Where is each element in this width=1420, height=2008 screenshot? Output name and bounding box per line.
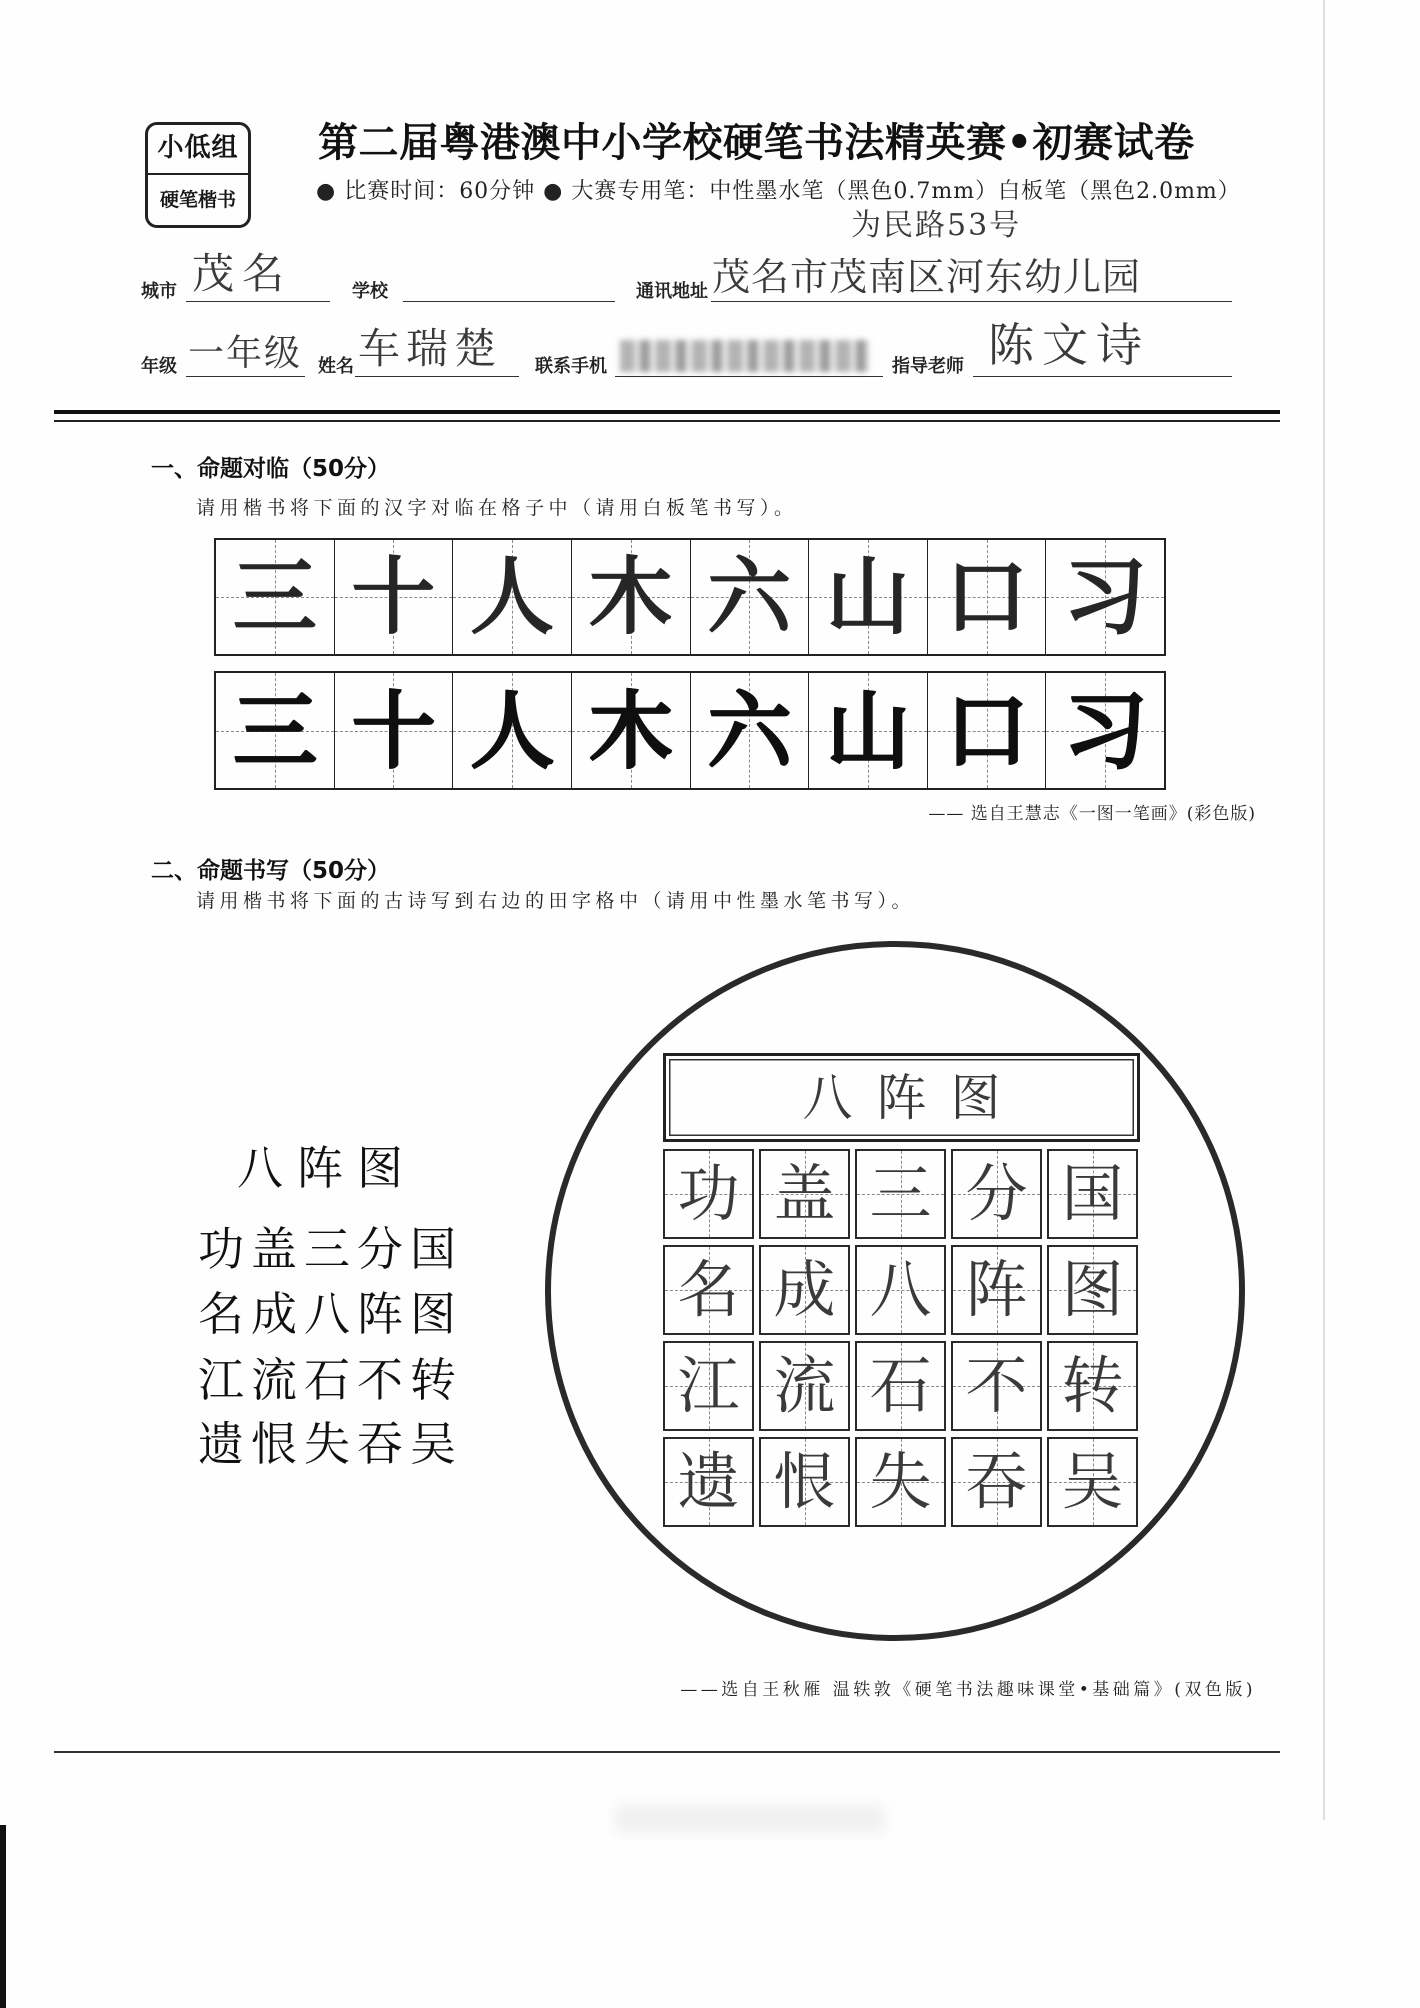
model-char-cell (216, 540, 334, 654)
poem-line: 功盖三分国 (198, 1222, 463, 1276)
written-char: 分 (965, 1157, 1028, 1230)
section1-instruction: 请用楷书将下面的汉字对临在格子中（请用白板笔书写）。 (196, 497, 798, 519)
written-char: 吞 (965, 1445, 1028, 1518)
grid-cell (855, 1437, 946, 1527)
grid-cell (1047, 1245, 1138, 1335)
grid-cell (759, 1437, 850, 1527)
badge-group-label: 小低组 (148, 125, 248, 175)
address-value: 茂名市茂南区河东幼儿园 (712, 255, 1142, 299)
written-char: 恨 (773, 1445, 836, 1518)
badge-style-label: 硬笔楷书 (159, 189, 236, 211)
grid-row (663, 1341, 1138, 1431)
model-character-row (214, 538, 1166, 656)
poem-line: 名成八阵图 (198, 1287, 463, 1341)
model-char-cell (1045, 540, 1164, 654)
written-poem-grid (663, 1149, 1138, 1527)
written-char: 口 (944, 680, 1029, 780)
grade-label: 年级 (141, 356, 177, 377)
written-char: 十 (351, 680, 436, 780)
address-underline (711, 301, 1232, 302)
poem-line: 遗恨失吞吴 (198, 1417, 463, 1471)
section2-source-credit: ——选自王秋雁 温轶敦《硬笔书法趣味课堂•基础篇》(双色版) (680, 1680, 1256, 1700)
page-title: 第二届粤港澳中小学校硬笔书法精英赛•初赛试卷 (318, 120, 1195, 166)
phone-label: 联系手机 (535, 356, 607, 377)
model-char: 习 (1063, 547, 1148, 646)
model-char: 人 (470, 547, 555, 646)
written-char: 山 (825, 680, 910, 780)
written-char: 人 (470, 680, 555, 780)
grid-cell (663, 1437, 754, 1527)
scan-edge-shadow (1323, 0, 1325, 1820)
written-char: 三 (869, 1157, 932, 1230)
written-title-box (663, 1053, 1140, 1142)
teacher-label: 指导老师 (892, 356, 964, 377)
written-char-cell (690, 673, 809, 788)
grade-value: 一年级 (188, 333, 303, 374)
grid-cell (855, 1245, 946, 1335)
written-char: 石 (869, 1349, 932, 1422)
section1-source-credit: —— 选自王慧志《一图一笔画》(彩色版) (928, 804, 1256, 824)
address-extra-value: 为民路53号 (851, 208, 1022, 243)
written-char: 遗 (677, 1445, 740, 1518)
header-divider-thick (54, 410, 1280, 414)
model-char: 山 (825, 547, 910, 646)
group-badge (145, 122, 251, 228)
grid-row (663, 1437, 1138, 1527)
written-char: 阵 (965, 1253, 1028, 1326)
written-char: 流 (773, 1349, 836, 1422)
grid-row (663, 1149, 1138, 1239)
written-character-row (214, 671, 1166, 790)
written-char: 图 (1061, 1253, 1124, 1326)
written-char: 江 (677, 1349, 740, 1422)
city-value: 茂名 (192, 249, 293, 298)
written-char: 转 (1061, 1349, 1124, 1422)
grid-cell (1047, 1341, 1138, 1431)
grid-cell (1047, 1437, 1138, 1527)
grid-cell (951, 1149, 1042, 1239)
poem-title: 八阵图 (237, 1141, 417, 1195)
header-divider-thin (54, 420, 1280, 422)
footer-divider (54, 1751, 1280, 1753)
grid-cell (951, 1341, 1042, 1431)
phone-underline (615, 376, 883, 377)
grid-cell (663, 1149, 754, 1239)
name-underline (355, 376, 519, 377)
written-char: 盖 (773, 1157, 836, 1230)
address-label: 通讯地址 (636, 281, 708, 302)
model-char-cell (452, 540, 571, 654)
written-char: 国 (1061, 1157, 1124, 1230)
model-char: 三 (232, 547, 317, 646)
name-value: 车瑞楚 (358, 324, 503, 373)
model-char: 口 (944, 547, 1029, 646)
written-char: 六 (707, 680, 792, 780)
written-char-cell (808, 673, 927, 788)
teacher-value: 陈文诗 (988, 318, 1150, 372)
phone-redacted (620, 340, 870, 372)
teacher-underline (973, 376, 1232, 377)
grid-cell (855, 1341, 946, 1431)
written-char: 八 (869, 1253, 932, 1326)
written-char-cell (216, 673, 334, 788)
poem-line: 江流石不转 (198, 1353, 463, 1407)
grid-cell (759, 1149, 850, 1239)
written-char: 木 (588, 680, 673, 780)
written-char: 习 (1063, 680, 1148, 780)
written-char-cell (1045, 673, 1164, 788)
grid-row (663, 1245, 1138, 1335)
section1-heading: 一、命题对临（50分） (151, 456, 391, 482)
section2-instruction: 请用楷书将下面的古诗写到右边的田字格中（请用中性墨水笔书写）。 (196, 890, 916, 912)
written-poem-title: 八阵图 (802, 1068, 1025, 1127)
city-label: 城市 (141, 281, 177, 302)
grid-cell (855, 1149, 946, 1239)
written-char: 吴 (1061, 1445, 1124, 1518)
grid-cell (951, 1245, 1042, 1335)
name-label: 姓名 (318, 356, 354, 377)
school-label: 学校 (352, 281, 388, 302)
grid-cell (759, 1341, 850, 1431)
written-char-cell (452, 673, 571, 788)
model-char-cell (927, 540, 1046, 654)
exam-rules-subtitle: ● 比赛时间：60分钟 ● 大赛专用笔：中性墨水笔（黑色0.7mm）白板笔（黑色2.0mm） (316, 179, 1241, 204)
section2-heading: 二、命题书写（50分） (151, 858, 391, 884)
grid-cell (663, 1245, 754, 1335)
city-underline (186, 301, 330, 302)
written-char: 三 (232, 680, 317, 780)
written-char: 功 (677, 1157, 740, 1230)
written-char: 成 (773, 1253, 836, 1326)
grid-cell (951, 1437, 1042, 1527)
grid-cell (663, 1341, 754, 1431)
model-char-cell (690, 540, 809, 654)
model-char: 六 (707, 547, 792, 646)
model-char-cell (334, 540, 453, 654)
model-char: 木 (588, 547, 673, 646)
school-underline (403, 301, 615, 302)
written-char: 失 (869, 1445, 932, 1518)
scan-smudge (615, 1805, 885, 1833)
grade-underline (186, 376, 305, 377)
grid-cell (1047, 1149, 1138, 1239)
written-char: 名 (677, 1253, 740, 1326)
model-char: 十 (351, 547, 436, 646)
grid-cell (759, 1245, 850, 1335)
written-char-cell (571, 673, 690, 788)
written-char: 不 (965, 1349, 1028, 1422)
scan-left-strip (0, 1825, 6, 2008)
model-char-cell (571, 540, 690, 654)
written-char-cell (927, 673, 1046, 788)
written-char-cell (334, 673, 453, 788)
model-char-cell (808, 540, 927, 654)
